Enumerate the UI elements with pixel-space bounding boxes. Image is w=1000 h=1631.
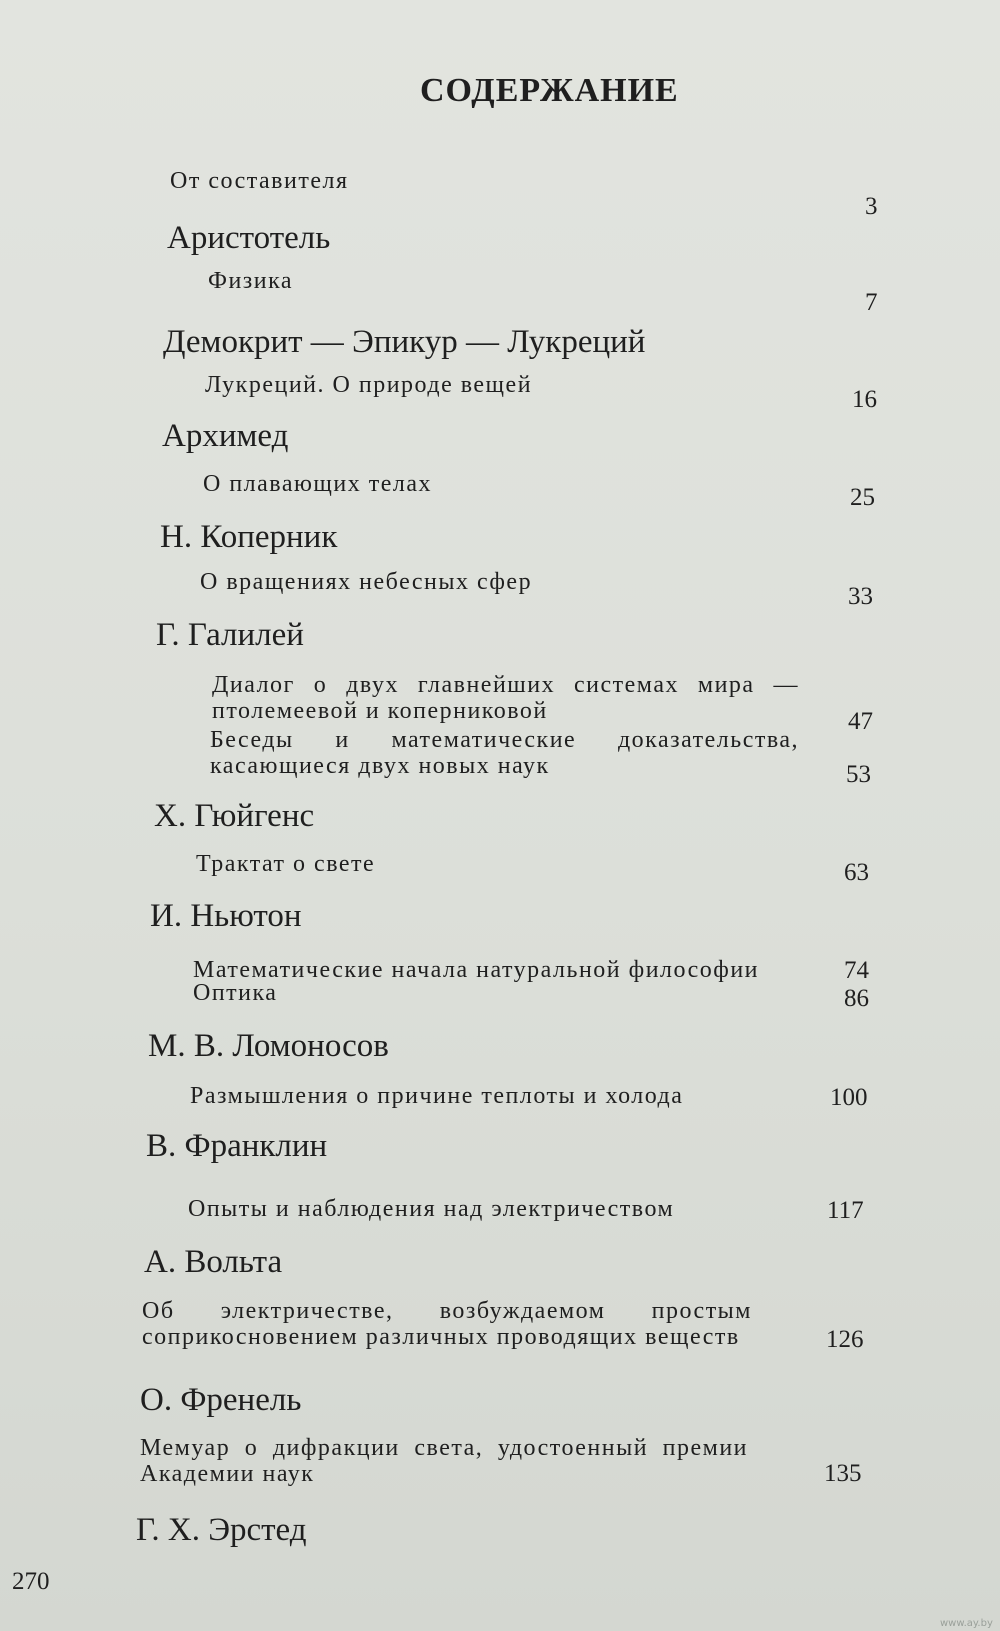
- toc-work-title: Математические начала натуральной философии: [193, 957, 760, 983]
- toc-author: А. Вольта: [144, 1244, 283, 1280]
- toc-author: М. В. Ломоносов: [148, 1028, 389, 1064]
- toc-author: Архимед: [162, 418, 289, 454]
- toc-page-number: 25: [850, 484, 875, 511]
- toc-page-number: 3: [865, 193, 878, 220]
- toc-work-title: Диалог о двух главнейших системах мира — птолемеевой и коперниковой: [212, 672, 799, 724]
- toc-work-title: Опыты и наблюдения над электричеством: [188, 1196, 675, 1222]
- toc-author: Демокрит — Эпикур — Лукреций: [163, 324, 646, 360]
- toc-author: Г. Х. Эрстед: [136, 1512, 307, 1548]
- toc-page-number: 33: [848, 583, 873, 610]
- toc-page-number: 126: [826, 1326, 864, 1353]
- watermark: www.ay.by: [940, 1618, 993, 1629]
- toc-author: Х. Гюйгенс: [154, 798, 315, 834]
- toc-author: Г. Галилей: [156, 617, 304, 653]
- toc-work-title: Физика: [208, 268, 294, 294]
- toc-page-number: 135: [824, 1460, 862, 1487]
- toc-work-title: От составителя: [170, 168, 349, 194]
- toc-work-title: Мемуар о дифракции света, удостоенный премии Академии наук: [140, 1435, 748, 1487]
- toc-work-title: Лукреций. О природе вещей: [205, 372, 533, 398]
- toc-author: Н. Коперник: [160, 519, 338, 555]
- toc-author: И. Ньютон: [150, 898, 302, 934]
- toc-page-number: 7: [865, 289, 878, 316]
- toc-work-title: О вращениях небесных сфер: [200, 569, 533, 595]
- page-title: СОДЕРЖАНИЕ: [420, 72, 679, 109]
- toc-author: О. Френель: [140, 1382, 302, 1418]
- page-number: 270: [12, 1568, 50, 1595]
- toc-page-number: 117: [827, 1197, 864, 1224]
- toc-work-title: О плавающих телах: [203, 471, 432, 497]
- toc-page-number: 16: [852, 386, 877, 413]
- toc-author: Аристотель: [167, 220, 331, 256]
- toc-work-title: Беседы и математические доказательства, касающиеся двух новых наук: [210, 727, 799, 779]
- toc-work-title: Трактат о свете: [196, 851, 376, 877]
- toc-page-number: 47: [848, 708, 873, 735]
- toc-work-title: Об электричестве, возбуждаемом простым соприкосновением различных проводящих веществ: [142, 1298, 752, 1350]
- toc-work-title: Оптика: [193, 980, 278, 1006]
- toc-page-number: 53: [846, 761, 871, 788]
- toc-page-number: 100: [830, 1084, 868, 1111]
- toc-page-number: 74: [844, 957, 869, 984]
- toc-page-number: 86: [844, 985, 869, 1012]
- toc-author: В. Франклин: [146, 1128, 328, 1164]
- toc-page-number: 63: [844, 859, 869, 886]
- toc-work-title: Размышления о причине теплоты и холода: [190, 1083, 684, 1109]
